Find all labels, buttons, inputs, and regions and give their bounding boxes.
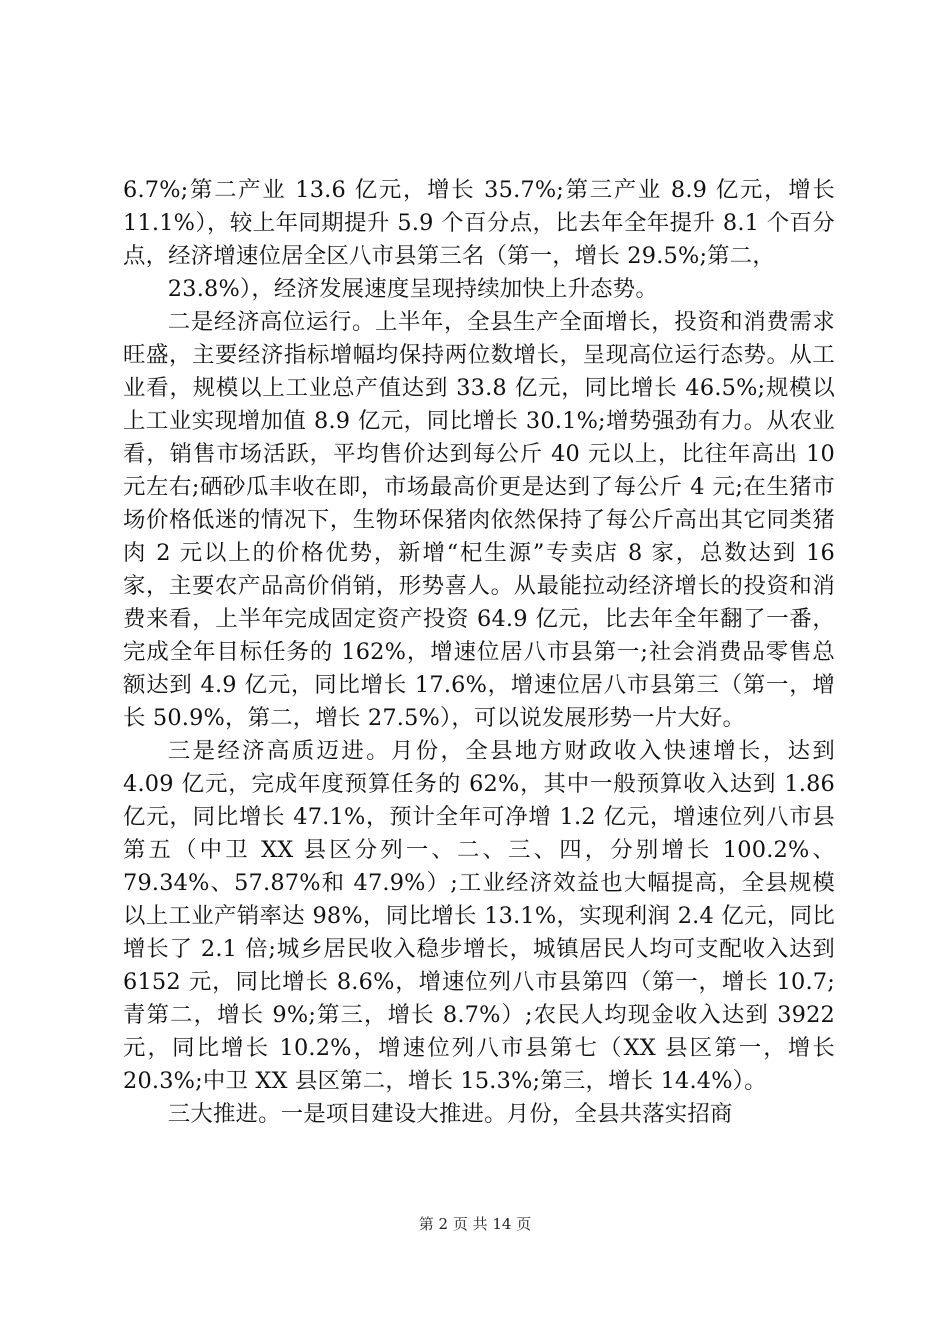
document-body [123, 174, 835, 1131]
page-footer [0, 1213, 950, 1234]
paragraph-three-advances: 三大推进。一是项目建设大推进。月份，全县共落实招商 [167, 1101, 733, 1127]
paragraph-continuation: 6.7%;第二产业 13.6 亿元，增长 35.7%;第三产业 8.9 亿元，增长 11.1%），较上年同期提升 5.9 个百分点，比去年全年提升 8.1 个百分点，经济增速位居全区八市县第三名（第一，增长 29.5%;第二， [123, 177, 835, 269]
page-number-label: 第 2 页 共 14 页 [418, 1215, 532, 1233]
paragraph-high-level-operation: 二是经济高位运行。上半年，全县生产全面增长，投资和消费需求旺盛，主要经济指标增幅均保持两位数增长，呈现高位运行态势。从工业看，规模以上工业总产值达到 33.8 亿元，同比增长 46.5%;规模以上工业实现增加值 8.9 亿元，同比增长 30.1%;增势强劲有力。从农业看，销售市场活跃，平均售价达到每公斤 40 元以上，比往年高出 10 元左右;硒砂瓜丰收在即，市场最高价更是达到了每公斤 4 元;在生猪市场价格低迷的情况下，生物环保猪肉依然保持了每公斤高出其它同类猪肉 2 元以上的价格优势，新增“杞生源”专卖店 8 家，总数达到 16 家，主要农产品高价俏销，形势喜人。从最能拉动经济增长的投资和消费来看，上半年完成固定资产投资 64.9 亿元，比去年全年翻了一番，完成全年目标任务的 162%，增速位居八市县第一;社会消费品零售总额达到 4.9 亿元，同比增长 17.6%，增速位居八市县第三（第一，增长 50.9%，第二，增长 27.5%），可以说发展形势一片大好。 [123, 309, 835, 731]
paragraph-continuation-tail: 23.8%），经济发展速度呈现持续加快上升态势。 [167, 276, 658, 302]
paragraph-high-quality-progress: 三是经济高质迈进。月份，全县地方财政收入快速增长，达到 4.09 亿元，完成年度预算任务的 62%，其中一般预算收入达到 1.86 亿元，同比增长 47.1%，预计全年可净增 1.2 亿元，增速位列八市县第五（中卫 XX 县区分列一、二、三、四，分别增长 100.2%、79.34%、57.87%和 47.9%）;工业经济效益也大幅提高，全县规模以上工业产销率达 98%，同比增长 13.1%，实现利润 2.4 亿元，同比增长了 2.1 倍;城乡居民收入稳步增长，城镇居民人均可支配收入达到 6152 元，同比增长 8.6%，增速位列八市县第四（第一，增长 10.7;青第二，增长 9%;第三，增长 8.7%）;农民人均现金收入达到 3922 元，同比增长 10.2%，增速位列八市县第七（XX 县区第一，增长 20.3%;中卫 XX 县区第二，增长 15.3%;第三，增长 14.4%）。 [123, 738, 835, 1094]
